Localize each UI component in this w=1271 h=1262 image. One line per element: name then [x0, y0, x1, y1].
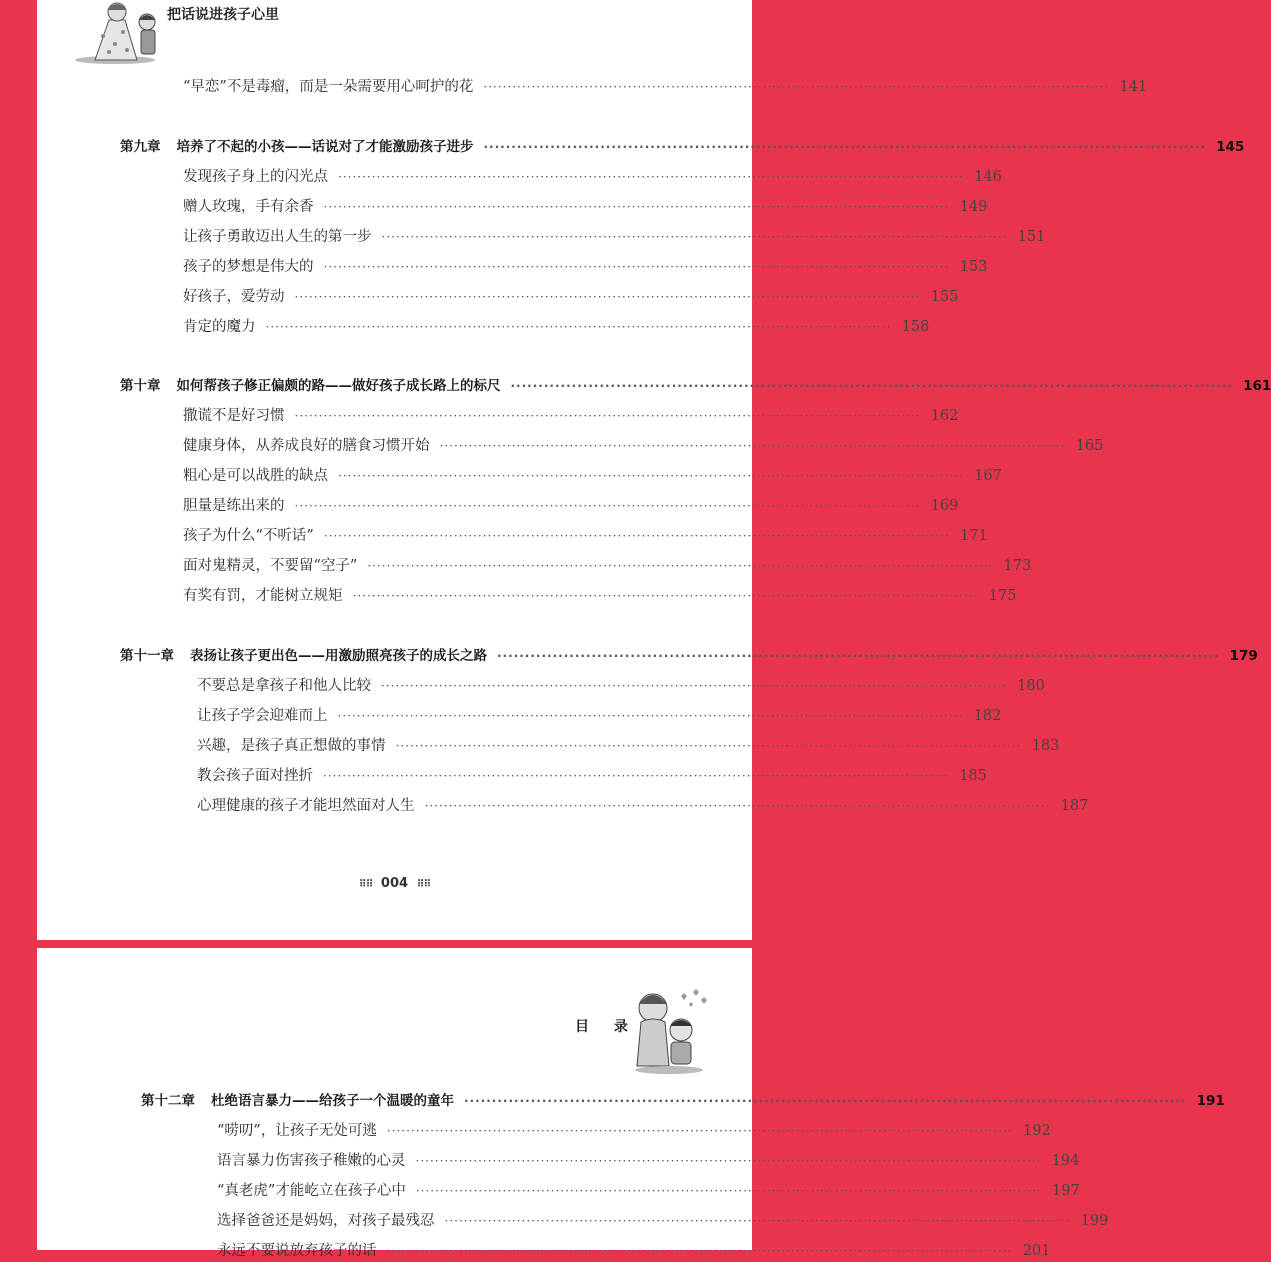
toc-section-entry	[197, 735, 1060, 757]
chapter-heading	[120, 136, 474, 158]
toc-page-number: 180	[1017, 678, 1045, 694]
toc-section-entry	[217, 1150, 1080, 1172]
chapter-heading	[120, 645, 487, 667]
dot-leader	[381, 675, 1007, 697]
toc-section-entry	[183, 555, 1032, 577]
chapter-title: 表扬让孩子更出色——用激励照亮孩子的成长之路	[190, 648, 487, 664]
toc-page-number: 167	[974, 468, 1002, 484]
toc-page-number: 165	[1075, 438, 1104, 454]
section-title: 好孩子，爱劳动	[183, 289, 285, 305]
toc-section-entry	[197, 705, 1002, 727]
toc-page-number: 191	[1196, 1093, 1225, 1109]
dot-leader	[367, 555, 993, 577]
toc-page-number: 199	[1080, 1213, 1109, 1229]
toc-chapter-entry	[120, 645, 1258, 667]
toc-section-entry	[197, 765, 987, 787]
dot-leader	[497, 645, 1220, 667]
section-title: 教会孩子面对挫折	[197, 768, 313, 784]
dot-leader	[353, 585, 979, 607]
dot-leader	[323, 765, 949, 787]
chapter-number: 第十一章	[120, 648, 174, 664]
chapter-number: 第十二章	[141, 1093, 195, 1109]
toc-section-entry	[183, 405, 959, 427]
toc-page-number: 162	[930, 408, 959, 424]
section-title: “早恋”不是毒瘤，而是一朵需要用心呵护的花	[183, 79, 474, 95]
folio-ornament-left: ⠿⠿	[358, 879, 373, 890]
dot-leader	[295, 405, 921, 427]
section-title: 心理健康的孩子才能坦然面对人生	[197, 798, 415, 814]
toc-section-entry	[197, 675, 1045, 697]
toc-page-number: 173	[1003, 558, 1032, 574]
section-title: 粗心是可以战胜的缺点	[183, 468, 328, 484]
dot-leader	[387, 1120, 1013, 1142]
section-title: 有奖有罚，才能树立规矩	[183, 588, 343, 604]
toc-page-number: 192	[1023, 1123, 1051, 1139]
section-title: 语言暴力伤害孩子稚嫩的心灵	[217, 1153, 406, 1169]
toc-section-entry	[197, 795, 1089, 817]
mother-and-child-illustration	[65, 0, 161, 64]
toc-section-entry	[183, 166, 1002, 188]
toc-page-number: 161	[1243, 378, 1271, 394]
dot-leader	[416, 1150, 1042, 1172]
toc-section-entry	[183, 226, 1046, 248]
dot-leader	[324, 256, 950, 278]
toc-page-number: 158	[901, 319, 930, 335]
toc-page-number: 149	[959, 199, 988, 215]
toc-section-entry	[217, 1210, 1109, 1232]
section-title: 孩子为什么“不听话”	[183, 528, 314, 544]
toc-page-number: 155	[930, 289, 959, 305]
section-title: 孩子的梦想是伟大的	[183, 259, 314, 275]
kids-with-hearts-illustration	[629, 986, 719, 1076]
toc-chapter-entry	[141, 1090, 1225, 1112]
section-title: 赠人玫瑰，手有余香	[183, 199, 314, 215]
chapter-number: 第九章	[120, 139, 161, 155]
toc-section-entry	[183, 76, 1148, 98]
section-title: “唠叨”，让孩子无处可逃	[217, 1123, 377, 1139]
dot-leader	[324, 525, 950, 547]
dot-leader	[338, 465, 964, 487]
toc-page-number: 182	[973, 708, 1002, 724]
toc-section-entry	[183, 286, 959, 308]
section-title: 让孩子勇敢迈出人生的第一步	[183, 229, 372, 245]
section-title: 让孩子学会迎难而上	[197, 708, 328, 724]
toc-page-number: 145	[1216, 139, 1245, 155]
toc-section-entry	[183, 316, 930, 338]
section-title: 面对鬼精灵，不要留“空子”	[183, 558, 358, 574]
toc-section-entry	[217, 1240, 1051, 1262]
page-folio	[37, 876, 752, 891]
book-page-top	[37, 0, 1271, 940]
toc-page-number: 183	[1031, 738, 1060, 754]
toc-page-number: 153	[959, 259, 988, 275]
book-page-bottom	[37, 948, 1225, 1259]
dot-leader	[464, 1090, 1187, 1112]
section-title: 永远不要说放弃孩子的话	[217, 1243, 377, 1259]
section-title: 选择爸爸还是妈妈，对孩子最残忍	[217, 1213, 435, 1229]
toc-section-entry	[217, 1180, 1080, 1202]
section-title: 撒谎不是好习惯	[183, 408, 285, 424]
dot-leader	[338, 705, 964, 727]
dot-leader	[445, 1210, 1071, 1232]
toc-chapter-entry	[120, 136, 1245, 158]
toc-section-entry	[183, 585, 1017, 607]
section-title: “真老虎”才能屹立在孩子心中	[217, 1183, 406, 1199]
chapter-title: 杜绝语言暴力——给孩子一个温暖的童年	[211, 1093, 454, 1109]
page-number: 004	[380, 876, 409, 891]
toc-section-entry	[183, 465, 1002, 487]
section-title: 肯定的魔力	[183, 319, 256, 335]
section-title: 健康身体，从养成良好的膳食习惯开始	[183, 438, 430, 454]
dot-leader	[440, 435, 1066, 457]
section-title: 兴趣，是孩子真正想做的事情	[197, 738, 386, 754]
section-title: 胆量是练出来的	[183, 498, 285, 514]
chapter-title: 培养了不起的小孩——话说对了才能激励孩子进步	[176, 139, 474, 155]
toc-page-number: 179	[1229, 648, 1258, 664]
toc-page-number: 171	[960, 528, 988, 544]
toc-section-entry	[217, 1120, 1051, 1142]
toc-page-number: 197	[1052, 1183, 1080, 1199]
contents-heading: 目 录	[575, 1019, 638, 1035]
toc-chapter-entry	[120, 375, 1271, 397]
dot-leader	[295, 286, 921, 308]
toc-section-entry	[183, 525, 988, 547]
toc-page-number: 185	[959, 768, 987, 784]
dot-leader	[416, 1180, 1042, 1202]
chapter-number: 第十章	[120, 378, 161, 394]
folio-ornament-right: ⠿⠿	[416, 879, 431, 890]
toc-page-number: 169	[930, 498, 959, 514]
dot-leader	[483, 76, 1109, 98]
toc-page-number: 141	[1119, 79, 1148, 95]
dot-leader	[324, 196, 950, 218]
toc-section-entry	[183, 435, 1104, 457]
chapter-heading	[120, 375, 501, 397]
dot-leader	[511, 375, 1234, 397]
section-title: 发现孩子身上的闪光点	[183, 169, 328, 185]
dot-leader	[338, 166, 964, 188]
dot-leader	[295, 495, 921, 517]
dot-leader	[425, 795, 1051, 817]
toc-page-number: 194	[1051, 1153, 1080, 1169]
dot-leader	[387, 1240, 1013, 1262]
toc-section-entry	[183, 196, 988, 218]
toc-section-entry	[183, 256, 988, 278]
toc-page-number: 187	[1060, 798, 1089, 814]
chapter-title: 如何帮孩子修正偏颇的路——做好孩子成长路上的标尺	[176, 378, 501, 394]
dot-leader	[484, 136, 1207, 158]
toc-page-number: 146	[974, 169, 1002, 185]
running-head: 把话说进孩子心里	[167, 7, 279, 23]
toc-page-number: 201	[1022, 1243, 1051, 1259]
section-title: 不要总是拿孩子和他人比较	[197, 678, 371, 694]
toc-section-entry	[183, 495, 959, 517]
dot-leader	[266, 316, 892, 338]
toc-page-number: 175	[988, 588, 1017, 604]
toc-page-number: 151	[1017, 229, 1046, 245]
dot-leader	[382, 226, 1008, 248]
dot-leader	[396, 735, 1022, 757]
chapter-heading	[141, 1090, 454, 1112]
